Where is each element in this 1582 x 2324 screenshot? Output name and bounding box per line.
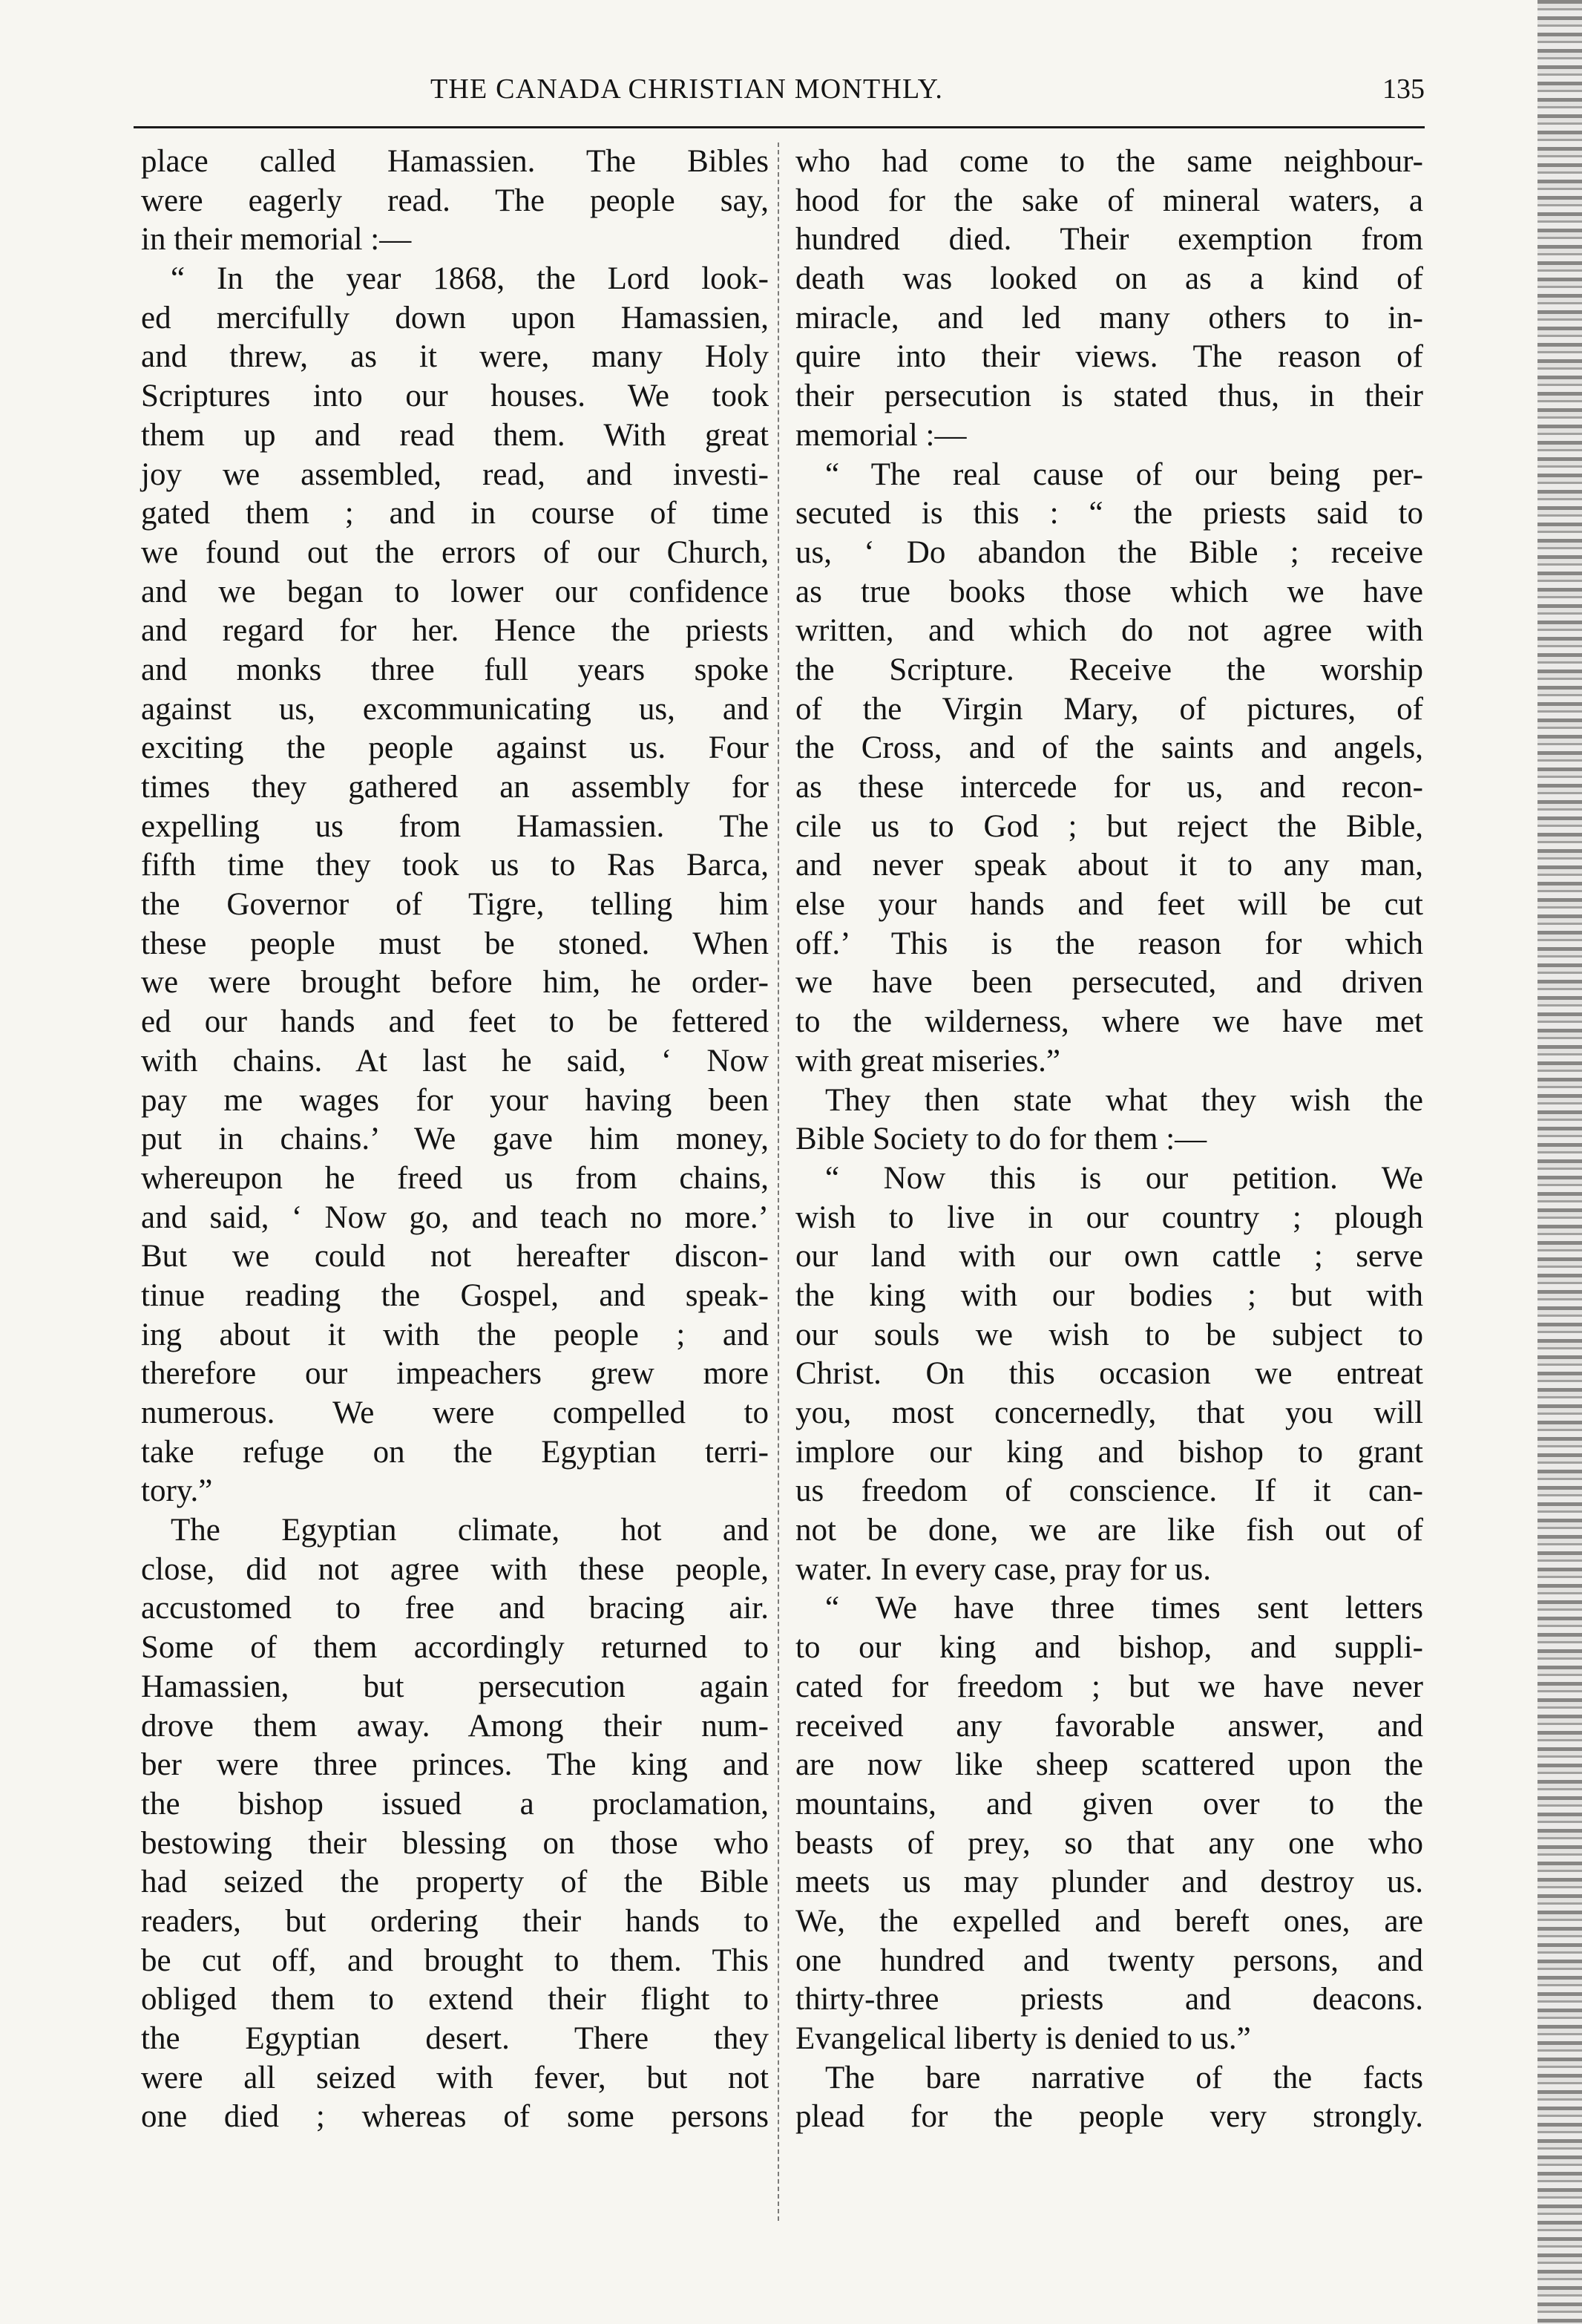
left-column-line: them up and read them. With great <box>141 417 769 453</box>
left-column-line: in their memorial :— <box>141 222 412 258</box>
left-column-line: the bishop issued a proclamation, <box>141 1786 769 1821</box>
right-column-line: beasts of prey, so that any one who <box>795 1825 1423 1861</box>
right-column-line: miracle, and led many others to in- <box>795 300 1423 335</box>
right-column-line: plead for the people very strongly. <box>795 2099 1423 2135</box>
right-column-line: off.’ This is the reason for which <box>795 926 1423 961</box>
right-column-line: memorial :— <box>795 417 967 453</box>
right-column-line: our souls we wish to be subject to <box>795 1317 1423 1352</box>
left-column-line: one died ; whereas of some persons <box>141 2099 769 2135</box>
left-column-line: “ In the year 1868, the Lord look- <box>171 261 769 297</box>
left-column-line: bestowing their blessing on those who <box>141 1825 769 1861</box>
left-column-line: readers, but ordering their hands to <box>141 1903 769 1939</box>
left-column-line: and regard for her. Hence the priests <box>141 613 769 649</box>
left-column-line: ed our hands and feet to be fettered <box>141 1004 769 1040</box>
left-column-line: The Egyptian climate, hot and <box>171 1513 769 1548</box>
left-column-line: exciting the people against us. Four <box>141 730 769 766</box>
left-column-line: tory.” <box>141 1473 213 1509</box>
left-column-line: and we began to lower our confidence <box>141 574 769 609</box>
right-column-line: hood for the sake of mineral waters, a <box>795 183 1423 218</box>
left-column-line: ed mercifully down upon Hamassien, <box>141 300 769 335</box>
left-column-line: were eagerly read. The people say, <box>141 183 769 218</box>
left-column-line: tinue reading the Gospel, and speak- <box>141 1277 769 1313</box>
left-column-line: and monks three full years spoke <box>141 652 769 687</box>
right-column-line: written, and which do not agree with <box>795 613 1423 649</box>
scanned-page-edge <box>1537 0 1582 2324</box>
column-divider <box>778 143 779 2221</box>
left-column-line: gated them ; and in course of time <box>141 496 769 531</box>
right-column-line: as true books those which we have <box>795 574 1423 609</box>
right-column-line: thirty-three priests and deacons. <box>795 1982 1423 2017</box>
right-column-line: implore our king and bishop to grant <box>795 1434 1423 1470</box>
left-column-line: Some of them accordingly returned to <box>141 1630 769 1666</box>
right-column-line: one hundred and twenty persons, and <box>795 1942 1423 1978</box>
right-column-line: the king with our bodies ; but with <box>795 1277 1423 1313</box>
left-column-line: numerous. We were compelled to <box>141 1395 769 1430</box>
left-column-line: we were brought before him, he order- <box>141 965 769 1001</box>
right-column-line: They then state what they wish the <box>825 1082 1423 1118</box>
left-column-line: accustomed to free and bracing air. <box>141 1591 769 1626</box>
right-column <box>795 143 1423 2137</box>
right-column-line: to our king and bishop, and suppli- <box>795 1630 1423 1666</box>
right-column-line: we have been persecuted, and driven <box>795 965 1423 1001</box>
left-column-line: drove them away. Among their num- <box>141 1708 769 1744</box>
left-column-line: obliged them to extend their flight to <box>141 1982 769 2017</box>
right-column-line: their persecution is stated thus, in their <box>795 379 1423 414</box>
right-column-line: the Cross, and of the saints and angels, <box>795 730 1423 766</box>
left-column-line: the Governor of Tigre, telling him <box>141 887 769 923</box>
left-column-line: close, did not agree with these people, <box>141 1551 769 1587</box>
right-column-line: wish to live in our country ; plough <box>795 1199 1423 1235</box>
left-column-line: these people must be stoned. When <box>141 926 769 961</box>
right-column-line: Christ. On this occasion we entreat <box>795 1356 1423 1392</box>
right-column-line: death was looked on as a kind of <box>795 261 1423 297</box>
running-header <box>134 73 1425 117</box>
right-column-line: Evangelical liberty is denied to us.” <box>795 2021 1251 2056</box>
left-column-line: Scriptures into our houses. We took <box>141 379 769 414</box>
right-column-line: “ The real cause of our being per- <box>825 456 1423 492</box>
right-column-line: and never speak about it to any man, <box>795 848 1423 883</box>
right-column-line: are now like sheep scattered upon the <box>795 1747 1423 1783</box>
right-column-line: water. In every case, pray for us. <box>795 1551 1211 1587</box>
right-column-line: with great miseries.” <box>795 1043 1061 1078</box>
left-column-line: But we could not hereafter discon- <box>141 1239 769 1274</box>
left-column-line: with chains. At last he said, ‘ Now <box>141 1043 769 1078</box>
left-column-line: had seized the property of the Bible <box>141 1865 769 1900</box>
right-column-line: We, the expelled and bereft ones, are <box>795 1903 1423 1939</box>
right-column-line: not be done, we are like fish out of <box>795 1513 1423 1548</box>
left-column-line: against us, excommunicating us, and <box>141 691 769 727</box>
right-column-line: the Scripture. Receive the worship <box>795 652 1423 687</box>
left-column-line: fifth time they took us to Ras Barca, <box>141 848 769 883</box>
left-column-line: we found out the errors of our Church, <box>141 534 769 570</box>
right-column-line: “ We have three times sent letters <box>825 1591 1423 1626</box>
right-column-line: to the wilderness, where we have met <box>795 1004 1423 1040</box>
right-column-line: us freedom of conscience. If it can- <box>795 1473 1423 1509</box>
right-column-line: who had come to the same neighbour- <box>795 144 1423 179</box>
right-column-line: else your hands and feet will be cut <box>795 887 1423 923</box>
left-column-line: and threw, as it were, many Holy <box>141 339 769 375</box>
right-column-line: as these intercede for us, and recon- <box>795 770 1423 805</box>
left-column-line: place called Hamassien. The Bibles <box>141 144 769 179</box>
right-column-line: hundred died. Their exemption from <box>795 222 1423 258</box>
left-column-line: whereupon he freed us from chains, <box>141 1160 769 1196</box>
right-column-line: cile us to God ; but reject the Bible, <box>795 808 1423 844</box>
right-column-line: meets us may plunder and destroy us. <box>795 1865 1423 1900</box>
left-column-line: were all seized with fever, but not <box>141 2060 769 2095</box>
right-column-line: The bare narrative of the facts <box>825 2060 1423 2095</box>
right-column-line: our land with our own cattle ; serve <box>795 1239 1423 1274</box>
left-column-line: times they gathered an assembly for <box>141 770 769 805</box>
left-column-line: put in chains.’ We gave him money, <box>141 1122 769 1157</box>
left-column-line: the Egyptian desert. There they <box>141 2021 769 2056</box>
right-column-line: us, ‘ Do abandon the Bible ; receive <box>795 534 1423 570</box>
right-column-line: cated for freedom ; but we have never <box>795 1669 1423 1704</box>
right-column-line: “ Now this is our petition. We <box>825 1160 1423 1196</box>
page-number: 135 <box>1382 73 1425 105</box>
left-column-line: joy we assembled, read, and investi- <box>141 456 769 492</box>
left-column-line: Hamassien, but persecution again <box>141 1669 769 1704</box>
left-column-line: be cut off, and brought to them. This <box>141 1942 769 1978</box>
right-column-line: you, most concernedly, that you will <box>795 1395 1423 1430</box>
right-column-line: of the Virgin Mary, of pictures, of <box>795 691 1423 727</box>
left-column-line: therefore our impeachers grew more <box>141 1356 769 1392</box>
right-column-line: Bible Society to do for them :— <box>795 1122 1207 1157</box>
left-column-line: take refuge on the Egyptian terri- <box>141 1434 769 1470</box>
right-column-line: received any favorable answer, and <box>795 1708 1423 1744</box>
left-column-line: and said, ‘ Now go, and teach no more.’ <box>141 1199 769 1235</box>
left-column-line: expelling us from Hamassien. The <box>141 808 769 844</box>
journal-title: THE CANADA CHRISTIAN MONTHLY. <box>430 73 944 105</box>
left-column-line: ber were three princes. The king and <box>141 1747 769 1783</box>
left-column <box>141 143 769 2137</box>
right-column-line: quire into their views. The reason of <box>795 339 1423 375</box>
right-column-line: mountains, and given over to the <box>795 1786 1423 1821</box>
header-rule <box>134 126 1425 128</box>
left-column-line: pay me wages for your having been <box>141 1082 769 1118</box>
right-column-line: secuted is this : “ the priests said to <box>795 496 1423 531</box>
left-column-line: ing about it with the people ; and <box>141 1317 769 1352</box>
